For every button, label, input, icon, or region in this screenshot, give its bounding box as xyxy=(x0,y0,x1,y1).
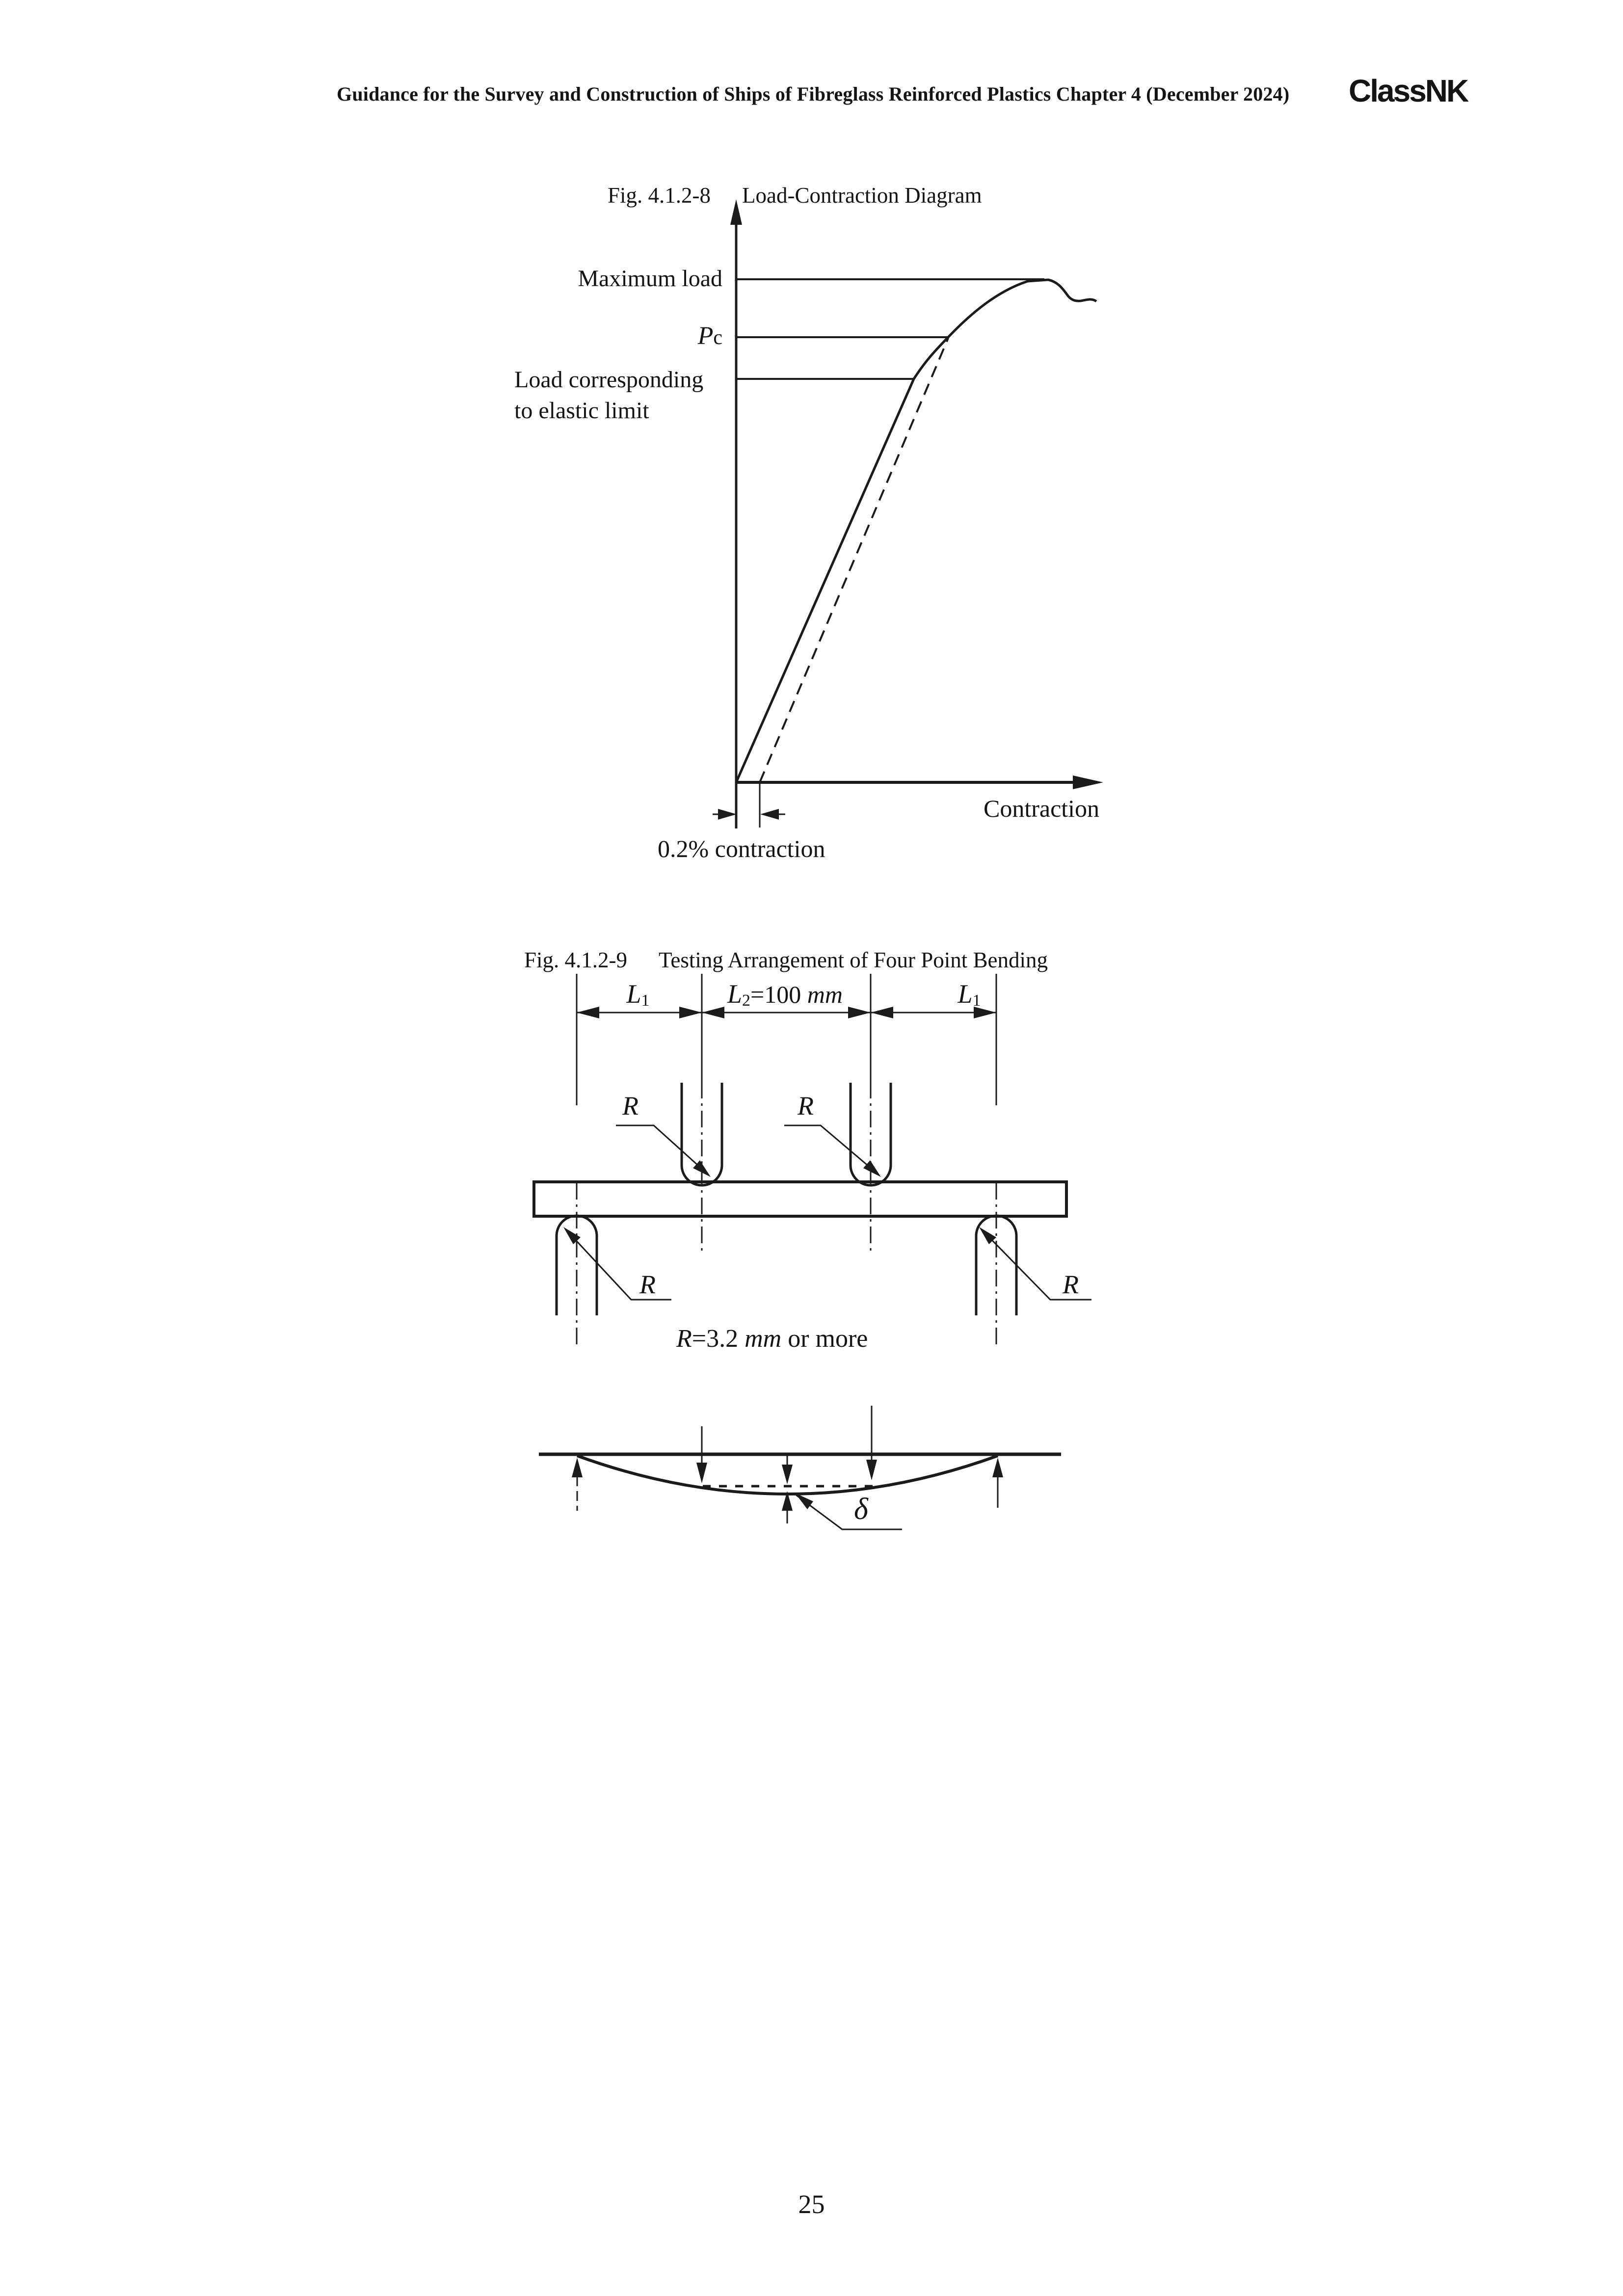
offset-dim-arrow-right-icon xyxy=(760,809,779,820)
dim-l1-left-label xyxy=(611,979,665,1010)
l1-subscript: 1 xyxy=(972,991,981,1010)
page-number: 25 xyxy=(798,2189,825,2219)
fig1-caption-label: Fig. 4.1.2-8 xyxy=(608,183,711,208)
l-symbol: L xyxy=(958,979,973,1009)
fig2-caption-title: Testing Arrangement of Four Point Bending xyxy=(659,948,1048,972)
fig2-caption xyxy=(524,947,1048,973)
up-arrow-icon xyxy=(572,1458,583,1477)
page-header-title: Guidance for the Survey and Construction of Ships of Fibreglass Reinforced Plastics Chapter 4 (December 2024) xyxy=(337,83,1290,105)
dim-arrow-icon xyxy=(871,1007,893,1018)
offset-dim-arrow-left-icon xyxy=(718,809,737,820)
dim-l2-label xyxy=(727,979,843,1010)
dim-arrow-icon xyxy=(848,1007,871,1018)
offset-contraction-label: 0.2% contraction xyxy=(658,835,825,862)
r-value: =3.2 xyxy=(692,1325,745,1353)
pc-subscript: c xyxy=(713,326,722,349)
fig1-caption xyxy=(608,183,982,208)
offset-dashed-line xyxy=(760,338,948,782)
delta-leader-line xyxy=(796,1495,902,1529)
classnk-logo: ClassNK xyxy=(1349,73,1468,108)
dim-arrow-icon xyxy=(577,1007,599,1018)
down-arrow-icon xyxy=(696,1463,707,1483)
four-point-bending-diagram xyxy=(534,974,1091,1347)
leader-arrow-icon xyxy=(863,1160,881,1177)
dim-arrow-icon xyxy=(702,1007,724,1018)
elastic-limit-label xyxy=(514,364,703,427)
radius-label-lower-left: R xyxy=(639,1270,656,1299)
radius-label-upper-left: R xyxy=(622,1091,639,1121)
maximum-load-label: Maximum load xyxy=(578,266,722,292)
elastic-limit-line1: Load corresponding xyxy=(514,367,704,393)
r-suffix: or more xyxy=(781,1325,868,1353)
pc-label xyxy=(698,321,722,350)
elastic-limit-line2: to elastic limit xyxy=(514,398,649,424)
radius-label-upper-right: R xyxy=(798,1091,814,1121)
l2-subscript: 2 xyxy=(742,991,751,1010)
r-symbol: R xyxy=(676,1325,692,1353)
radius-label-lower-right: R xyxy=(1063,1270,1079,1299)
down-arrow-icon xyxy=(866,1460,877,1480)
pc-symbol: P xyxy=(697,322,714,350)
up-arrow-icon xyxy=(992,1458,1003,1477)
dim-arrow-icon xyxy=(679,1007,702,1018)
l-symbol: L xyxy=(727,979,743,1009)
l-symbol: L xyxy=(626,979,641,1009)
load-contraction-chart xyxy=(713,199,1103,828)
down-arrow-icon xyxy=(782,1465,793,1484)
leader-arrow-icon xyxy=(795,1493,813,1509)
mm-unit: mm xyxy=(745,1325,782,1353)
deflection-sketch xyxy=(539,1406,1061,1529)
specimen-bar xyxy=(534,1182,1066,1216)
mm-unit: mm xyxy=(807,981,843,1008)
dim-l1-right-label xyxy=(942,979,996,1010)
contraction-axis-label: Contraction xyxy=(984,795,1100,822)
load-curve xyxy=(736,280,1096,782)
l1-subscript: 1 xyxy=(641,991,650,1010)
fig1-caption-title: Load-Contraction Diagram xyxy=(742,183,982,208)
delta-label: δ xyxy=(854,1493,868,1526)
l2-value: =100 xyxy=(750,981,807,1008)
radius-note xyxy=(676,1324,868,1353)
x-axis-arrow-icon xyxy=(1073,775,1103,789)
fig2-caption-label: Fig. 4.1.2-9 xyxy=(524,948,628,972)
